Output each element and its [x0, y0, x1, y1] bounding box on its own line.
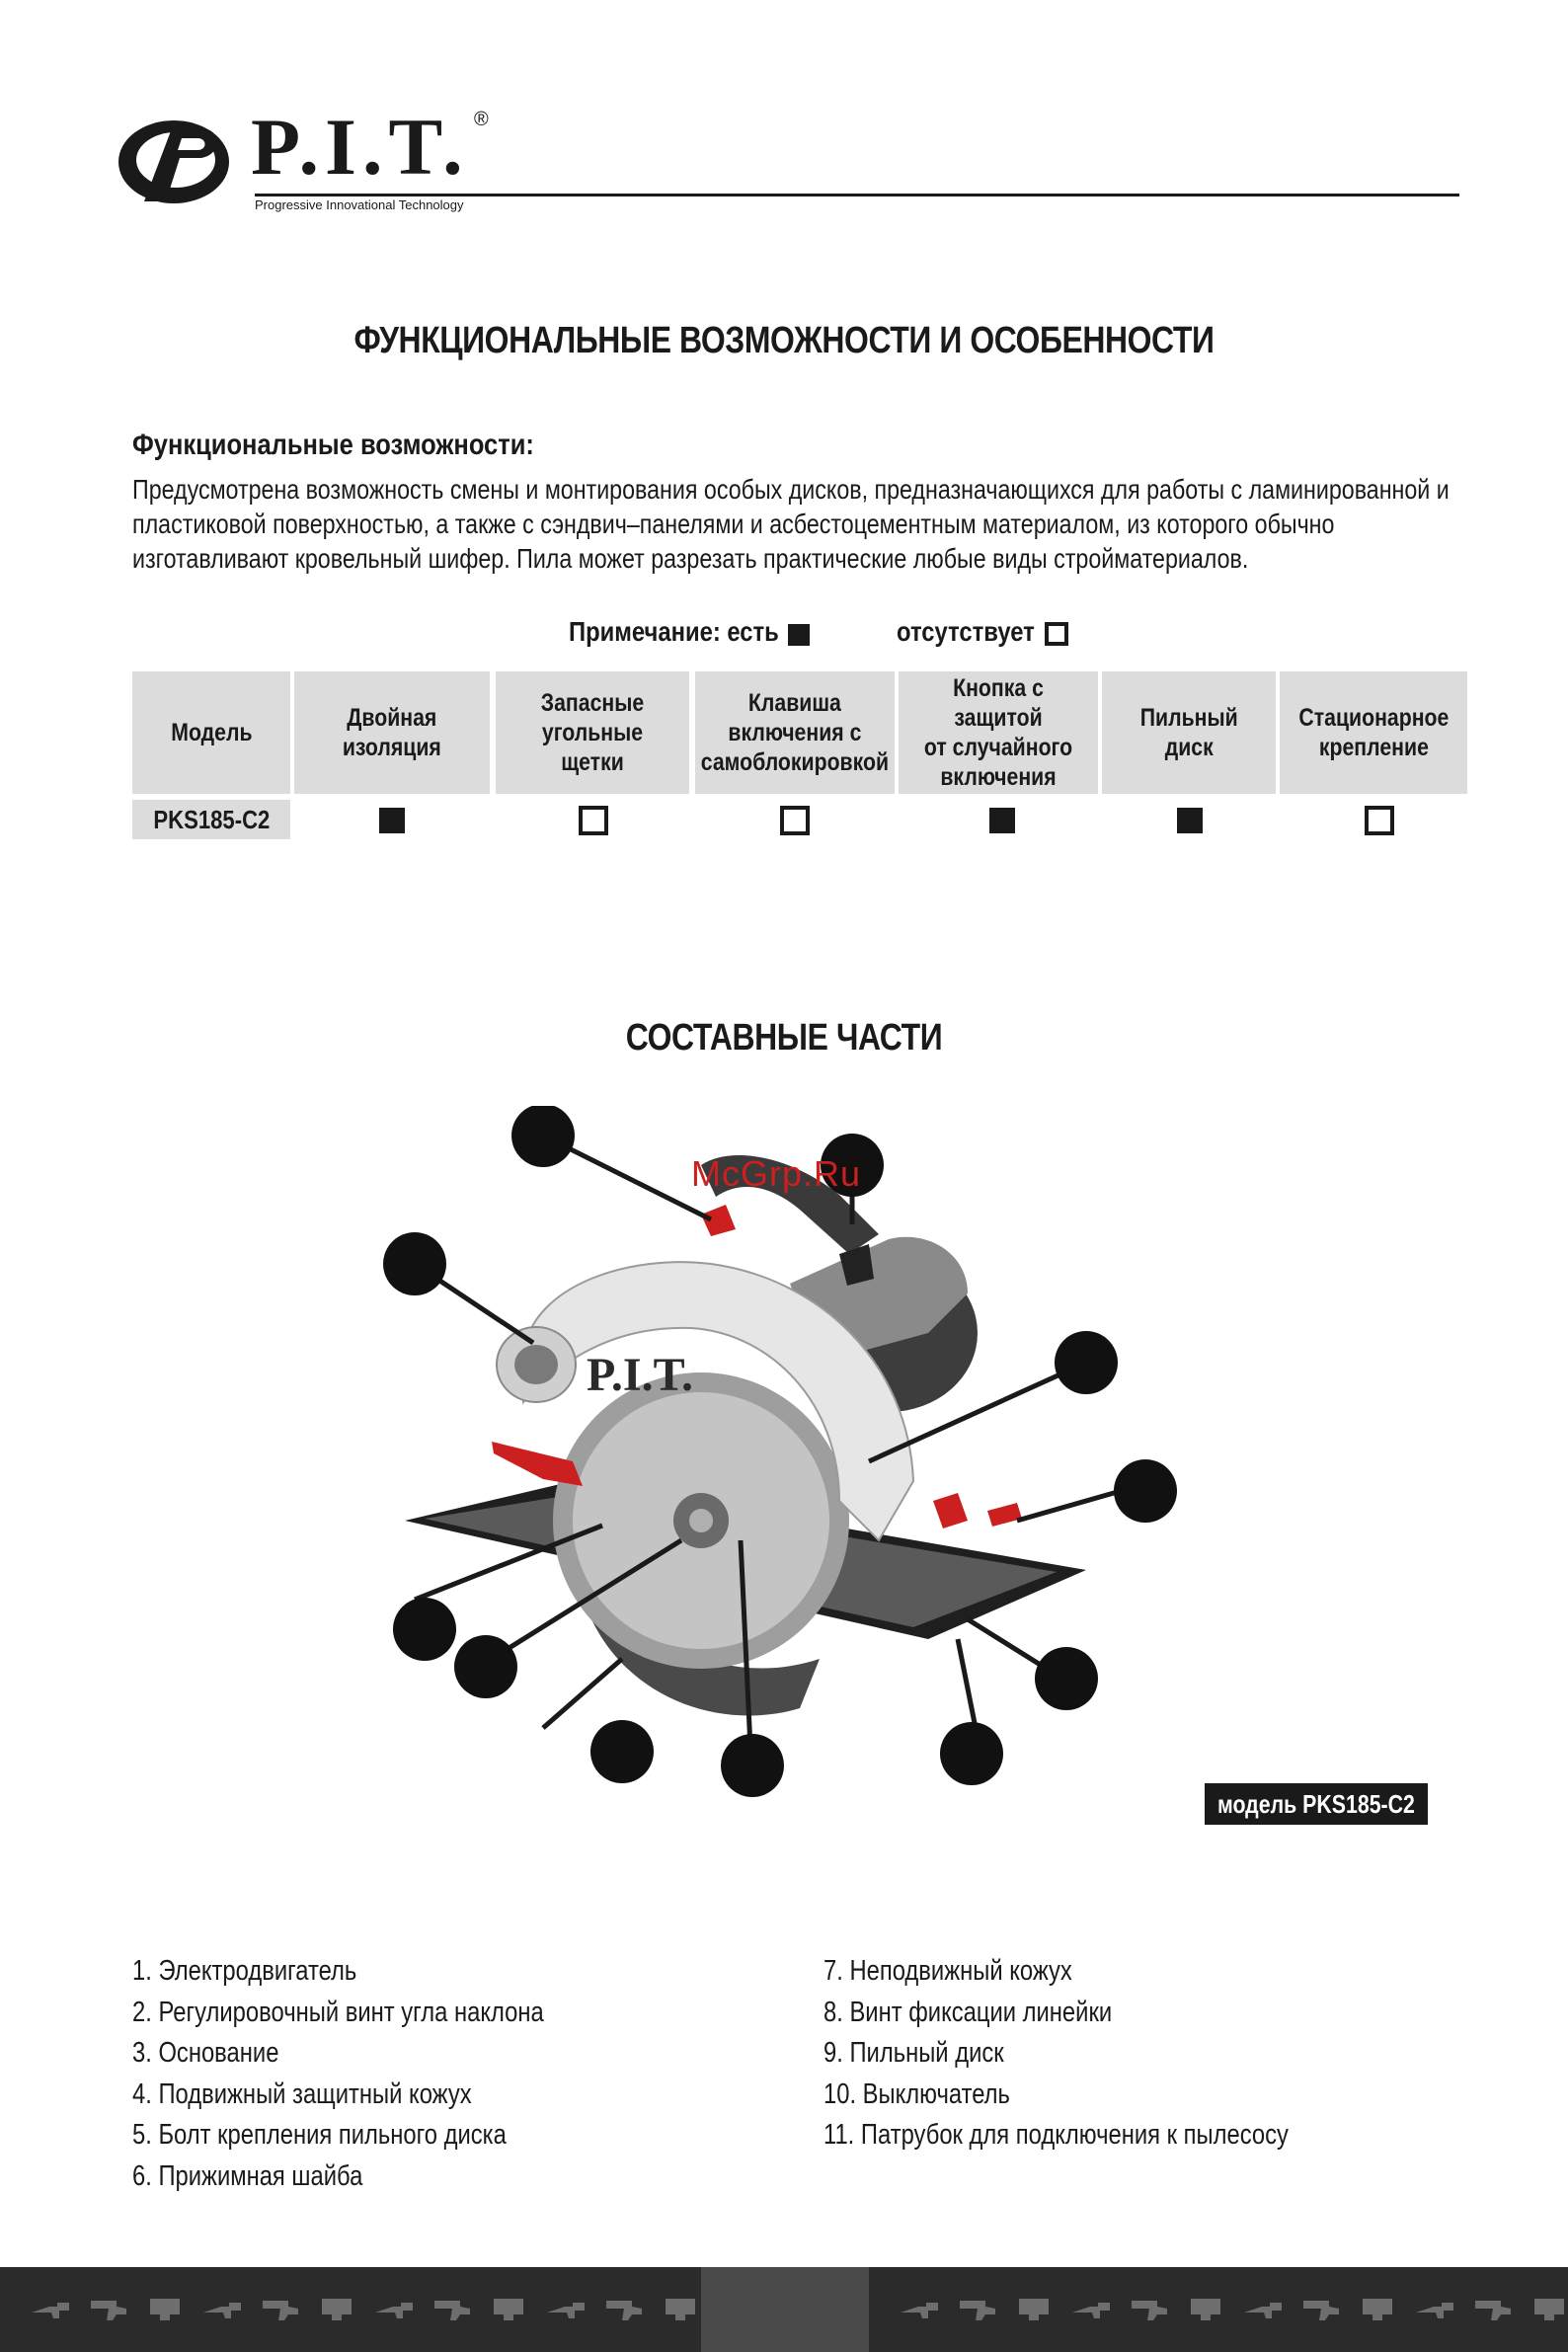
- depth-lever: [492, 1442, 583, 1486]
- callout-marker: [393, 1598, 456, 1661]
- tool-silhouette-icon: [660, 2295, 703, 2322]
- tool-silhouette-icon: [316, 2295, 359, 2322]
- callout-marker: [1035, 1647, 1098, 1710]
- table-header-double-insulation: Двойная изоляция: [294, 671, 490, 794]
- table-header-safety-button: Кнопка с защитой от случайного включения: [899, 671, 1098, 794]
- product-brand-text: P.I.T.: [587, 1349, 694, 1401]
- parts-list-item: 11. Патрубок для подключения к пылесосу: [823, 2119, 1289, 2151]
- parts-list-left: [132, 1951, 544, 2197]
- brand-tagline: Progressive Innovational Technology: [255, 197, 464, 212]
- parts-list-item: 2. Регулировочный винт угла наклона: [132, 1996, 544, 2028]
- lock-off-button: [701, 1205, 736, 1236]
- tool-silhouette-icon: [545, 2295, 588, 2322]
- parts-list-item: 10. Выключатель: [823, 2078, 1010, 2110]
- blade-bolt: [689, 1509, 713, 1532]
- parts-list-item: 5. Болт крепления пильного диска: [132, 2119, 507, 2151]
- header-divider: [255, 194, 1459, 196]
- parts-list-item: 1. Электродвигатель: [132, 1955, 357, 1987]
- table-header-model: Модель: [132, 671, 290, 794]
- circular-saw-diagram: [375, 1106, 1185, 1817]
- legend-present-label: Примечание: есть: [569, 616, 779, 647]
- tool-silhouette-icon: [1070, 2295, 1114, 2322]
- parts-list-item: 4. Подвижный защитный кожух: [132, 2078, 472, 2110]
- tool-silhouette-icon: [488, 2295, 531, 2322]
- callout-marker: [940, 1722, 1003, 1785]
- callout-marker: [590, 1720, 654, 1783]
- callout-marker: [1055, 1331, 1118, 1394]
- brand-logo: [115, 102, 500, 215]
- callout-marker: [454, 1635, 517, 1698]
- callout-marker: [511, 1106, 575, 1167]
- description-line: изготавливают кровельный шифер. Пила может разрезать практические любые виды стройматериалов.: [132, 543, 1249, 574]
- registered-mark: ®: [474, 109, 489, 130]
- tool-silhouette-icon: [1185, 2295, 1228, 2322]
- parts-list-item: 3. Основание: [132, 2037, 279, 2069]
- table-cell-mark: [1177, 808, 1203, 833]
- parts-list-item: 9. Пильный диск: [823, 2037, 1004, 2069]
- features-description: [132, 472, 1509, 576]
- features-title: ФУНКЦИОНАЛЬНЫЕ ВОЗМОЖНОСТИ И ОСОБЕННОСТИ: [353, 320, 1215, 361]
- parts-title: СОСТАВНЫЕ ЧАСТИ: [625, 1017, 943, 1058]
- features-table: [132, 671, 1467, 843]
- tool-silhouette-icon: [899, 2295, 942, 2322]
- parts-list-item: 7. Неподвижный кожух: [823, 1955, 1072, 1987]
- tool-silhouette-icon: [431, 2295, 474, 2322]
- legend-present: [569, 616, 779, 648]
- tool-silhouette-icon: [602, 2295, 646, 2322]
- tool-silhouette-icon: [87, 2295, 130, 2322]
- dust-port-opening: [514, 1345, 558, 1384]
- model-badge: модель PKS185-C2: [1205, 1783, 1428, 1825]
- callout-marker: [383, 1232, 446, 1295]
- tool-silhouette-icon: [1242, 2295, 1286, 2322]
- parts-list-right: [823, 1951, 1289, 2156]
- legend-absent: [897, 616, 1035, 648]
- tool-silhouette-icon: [201, 2295, 245, 2322]
- table-cell-mark: [780, 806, 810, 835]
- legend-absent-label: отсутствует: [897, 616, 1035, 647]
- tool-silhouette-icon: [373, 2295, 417, 2322]
- watermark: McGrp.Ru: [691, 1153, 862, 1194]
- tool-silhouette-icon: [1299, 2295, 1343, 2322]
- tool-silhouette-icon: [1357, 2295, 1400, 2322]
- bevel-screw: [933, 1493, 968, 1529]
- footer-center-block: [701, 2267, 869, 2352]
- description-line: Предусмотрена возможность смены и монтирования особых дисков, предназначающихся для работы с ламинированной и: [132, 474, 1450, 505]
- description-line: пластиковой поверхностью, а также с сэндвич–панелями и асбестоцементным материалом, из которого обычно: [132, 509, 1335, 539]
- footer-tool-strip: [0, 2267, 1568, 2352]
- tool-silhouette-icon: [144, 2295, 188, 2322]
- table-header-spare-brushes: Запасные угольные щетки: [496, 671, 689, 794]
- table-header-lock-switch: Клавиша включения с самоблокировкой: [695, 671, 895, 794]
- tool-silhouette-icon: [30, 2295, 73, 2322]
- callout-marker: [1114, 1459, 1177, 1523]
- brand-name: P.I.T.: [251, 102, 469, 192]
- table-header-saw-blade: Пильный диск: [1102, 671, 1276, 794]
- table-cell-mark: [1365, 806, 1394, 835]
- tool-silhouette-icon: [1128, 2295, 1171, 2322]
- table-cell-mark: [579, 806, 608, 835]
- tool-silhouette-icon: [956, 2295, 999, 2322]
- callout-marker: [721, 1734, 784, 1797]
- pit-logo-mark: [115, 107, 237, 215]
- empty-square-icon: [1045, 622, 1068, 646]
- tool-silhouette-icon: [259, 2295, 302, 2322]
- filled-square-icon: [788, 624, 810, 646]
- tool-silhouette-icon: [1013, 2295, 1057, 2322]
- table-cell-model: PKS185-C2: [132, 800, 290, 839]
- rip-fence-screw: [987, 1503, 1022, 1527]
- parts-list-item: 6. Прижимная шайба: [132, 2159, 363, 2192]
- table-cell-mark: [989, 808, 1015, 833]
- tool-silhouette-icon: [1471, 2295, 1515, 2322]
- table-cell-mark: [379, 808, 405, 833]
- features-subtitle: Функциональные возможности:: [132, 429, 534, 461]
- tool-silhouette-icon: [1529, 2295, 1568, 2322]
- parts-list-item: 8. Винт фиксации линейки: [823, 1996, 1113, 2028]
- tool-silhouette-icon: [1414, 2295, 1457, 2322]
- table-header-stationary-mount: Стационарное крепление: [1280, 671, 1467, 794]
